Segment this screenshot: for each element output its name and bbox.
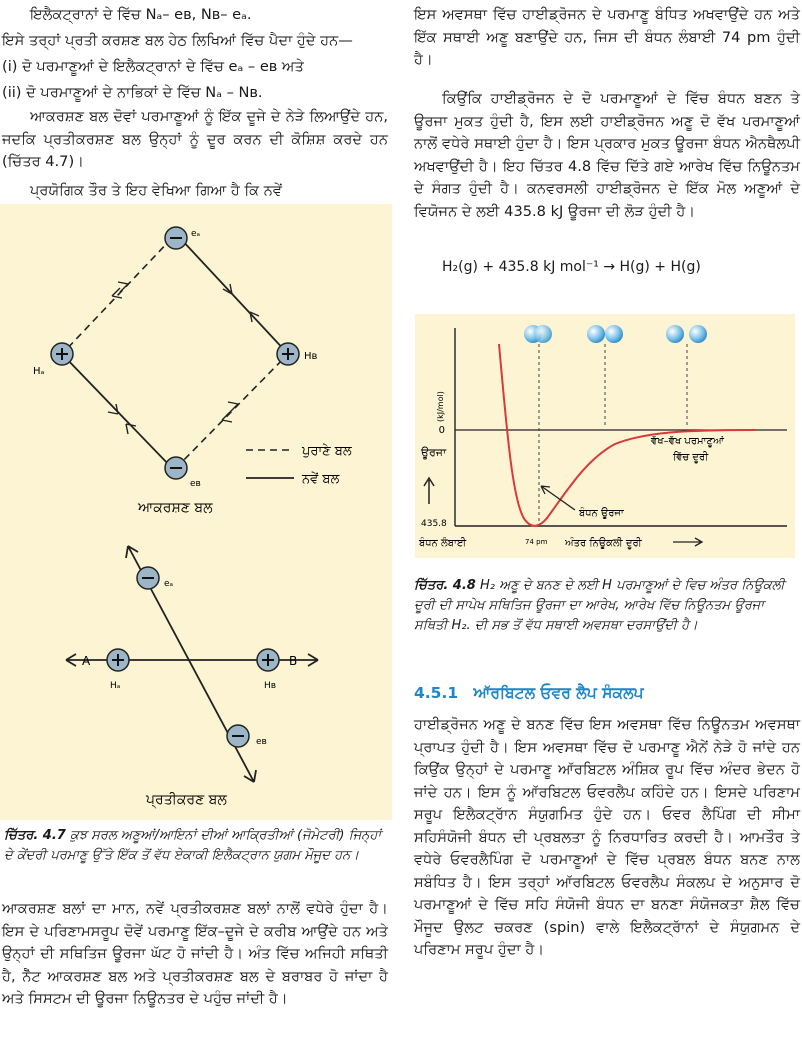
figure-4-8 [415,314,795,558]
label-HA-2: Hₐ [110,681,121,691]
min-energy-tick: 435.8 [421,519,447,529]
label-eB: eʙ [190,479,201,489]
potential-energy-graph [415,314,795,558]
paragraph-experiment: ਪ੍ਰਯੋਗਿਕ ਤੌਰ ਤੇ ਇਹ ਵੇਖਿਆ ਗਿਆ ਹੈ ਕਿ ਨਵੇਂ [30,182,283,199]
forces-diagram [0,204,392,820]
old-force-line [62,238,172,354]
legend-new-forces: ਨਵੇਂ ਬਲ [302,472,340,487]
new-force-line [180,238,288,354]
text-line-1: ਇਲੈਕਟ੍ਰਾਨਾਂ ਦੇ ਵਿੱਚ Nₐ– eʙ, Nʙ– eₐ. [30,6,252,23]
figure-4-8-caption [414,576,798,636]
label-HB: Hʙ [304,351,318,362]
text-line-3: (i) ਦੋ ਪਰਮਾਣੂਆਂ ਦੇ ਇਲੈਕਟ੍ਰਾਨਾਂ ਦੇ ਵਿੱਚ eₐ – eʙ ਅਤੇ [2,58,304,75]
old-force-line [176,354,288,468]
atoms-close [587,325,623,343]
section-number: 4.5.1 [414,684,459,702]
electron-a-repulsion [137,567,159,589]
caption-number-2: ਚਿੱਤਰ. 4.8 [414,578,476,593]
y-axis-label: ਊਰਜਾ [421,446,447,459]
text-line-2: ਇਸੇ ਤਰ੍ਹਾਂ ਪ੍ਰਤੀ ਕਰਸ਼ਣ ਬਲ ਹੇਠ ਲਿਖਿਆਂ ਵਿੱਚ ਪੈਦਾ ਹੁੰਦੇ ਹਨ— [2,32,353,49]
paragraph-bond-length: ਇਸ ਅਵਸਥਾ ਵਿੱਚ ਹਾਈਡ੍ਰੋਜਨ ਦੇ ਪਰਮਾਣੂ ਬੰਧਿਤ ਅਖਵਾਉਂਦੇ ਹਨ ਅਤੇ ਇੱਕ ਸਥਾਈ ਅਣੂ ਬਣਾਉਂਦੇ ਹਨ, ਜਿਸ ਦੀ ਬੰਧਨ ਲੰਬਾਈ 74 pm ਹੁੰਦੀ ਹੈ। [414,6,800,68]
electron-b-repulsion [227,725,249,747]
bond-energy-arrow [541,486,575,510]
paragraph-orbital-overlap: ਹਾਈਡ੍ਰੋਜਨ ਅਣੂ ਦੇ ਬਨਣ ਵਿੱਚ ਇਸ ਅਵਸਥਾ ਵਿੱਚ ਨਿਊਨਤਮ ਅਵਸਥਾ ਪ੍ਰਾਪਤ ਹੁੰਦੀ ਹੈ। ਇਸ ਅਵਸਥਾ ਵਿੱਚ ਦੋ ਪਰਮਾਣੂ ਐਨੇਂ ਨੇੜੇ ਹੋ ਜਾਂਦੇ ਹਨ ਕਿਉਂਕ ਉਨ੍ਹਾਂ ਦੇ ਪਰਮਾਣੂ ਆੱਰਬਿਟਲ ਅੰਸ਼ਿਕ ਰੂਪ ਵਿੱਚ ਅੰਦਰ ਭੇਦਨ ਹੋ ਜਾਂਦੇ ਹਨ। ਇਸ ਨੂੰ ਆੱਰਬਿਟਲ ਓਵਰਲੈਪ ਕਹਿੰਦੇ ਹਨ। ਇਸਦੇ ਪਰਿਣਾਮ ਸਰੂਪ ਇਲੈਕਟ੍ਰਾੱਨ ਸੰਯੁਗਮਿਤ ਹੁੰਦੇ ਹਨ। ਓਵਰ ਲੈਪਿੰਗ ਦੀ ਸੀਮਾ ਸਹਿਸੰਯੋਜੀ ਬੰਧਨ ਦੀ ਪ੍ਰਬਲਤਾ ਨੂੰ ਨਿਰਧਾਰਿਤ ਕਰਦੀ ਹੈ। ਆਮਤੌਰ ਤੇ ਵਧੇਰੇ ਓਵਰਲੈਪਿੰਗ ਦੋ ਪਰਮਾਣੂਆਂ ਦੇ ਵਿੱਚ ਪ੍ਰਬਲ ਬੰਧਨ ਬਨਣ ਨਾਲ ਸਬੰਧਿਤ ਹੈ। ਇਸ ਤਰ੍ਹਾਂ ਆੱਰਬਿਟਲ ਓਵਰਲੈਪ ਸੰਕਲਪ ਦੇ ਅਨੁਸਾਰ ਦੋ ਪਰਮਾਣੂਆਂ ਦੇ ਵਿੱਚ ਸਹਿ ਸੰਯੋਜੀ ਬੰਧਨ ਦਾ ਬਨਣਾ ਸੰਯੋਜਕਤਾ ਸ਼ੈਲ ਵਿੱਚ ਮੌਜੂਦ ਉਲਟ ਚਕਰਣ (spin) ਵਾਲੇ ਇਲੈਕਟ੍ਰਾੱਨਾਂ ਦੇ ਸੰਯੁਗਮਨ ਦੇ ਪਰਿਣਾਮ ਸਰੂਪ ਹੁੰਦਾ ਹੈ। [414,716,800,958]
label-HA: Hₐ [33,366,45,377]
arrow-mark [108,404,118,414]
label-A: A [82,654,91,668]
paragraph-net-force: ਆਕਰਸ਼ਣ ਬਲਾਂ ਦਾ ਮਾਨ, ਨਵੇਂ ਪ੍ਰਤੀਕਰਸ਼ਣ ਬਲਾਂ ਨਾਲੋਂ ਵਧੇਰੇ ਹੁੰਦਾ ਹੈ। ਇਸ ਦੇ ਪਰਿਣਾਮਸਰੂਪ ਦੋਵੇਂ ਪਰਮਾਣੂ ਇੱਕ–ਦੂਜੇ ਦੇ ਕਰੀਬ ਆਉਂਦੇ ਹਨ ਅਤੇ ਉਨ੍ਹਾਂ ਦੀ ਸਥਿਤਿਜ ਊਰਜਾ ਘੱਟ ਹੋ ਜਾਂਦੀ ਹੈ। ਅੰਤ ਵਿੱਚ ਅਜਿਹੀ ਸਥਿਤੀ ਹੈ, ਨੈੱਟ ਆਕਰਸ਼ਣ ਬਲ ਅਤੇ ਪ੍ਰਤੀਕਰਸ਼ਣ ਬਲ ਦੇ ਬਰਾਬਰ ਹੋ ਜਾਂਦਾ ਹੈ ਅਤੇ ਸਿਸਟਮ ਦੀ ਊਰਜਾ ਨਿਊਨਤਰ ਦੇ ਪਹੁੰਚ ਜਾਂਦੀ ਹੈ। [2,900,388,1007]
label-eA-2: eₐ [164,579,174,589]
caption-text: ਕੁਝ ਸਰਲ ਅਣੂਆਂ/ਆਇਨਾਂ ਦੀਆਂ ਆਕ੍ਰਿਤੀਆਂ (ਜੋਮੇਟਰੀ) ਜਿਨ੍ਹਾਂ ਦੇ ਕੇਂਦਰੀ ਪਰਮਾਣੂ ਉੱਤੇ ਇੱਕ ਤੋਂ ਵੱਧ ਏਕਾਕੀ ਇਲੈਕਟ੍ਰਾਨ ਯੁਗਮ ਮੌਜੂਦ ਹਨ। [4,828,382,863]
label-HB-2: Hʙ [264,681,276,691]
paragraph-forces: ਆਕਰਸ਼ਣ ਬਲ ਦੋਵਾਂ ਪਰਮਾਣੂਆਂ ਨੂੰ ਇੱਕ ਦੂਜੇ ਦੇ ਨੇੜੇ ਲਿਆਉਂਦੇ ਹਨ, ਜਦਕਿ ਪ੍ਰਤੀਕਰਸ਼ਣ ਬਲ ਉਨ੍ਹਾਂ ਨੂੰ ਦੂਰ ਕਰਨ ਦੀ ਕੋਸ਼ਿਸ਼ ਕਰਦੇ ਹਨ (ਚਿੱਤਰ 4.7)। [2,108,388,170]
equation: H₂(g) + 435.8 kJ mol⁻¹ → H(g) + H(g) [442,259,701,275]
label-eB-2: eʙ [256,737,267,747]
legend-old-forces: ਪੁਰਾਣੇ ਬਲ [302,444,352,459]
figure-4-7 [0,204,392,820]
caption-text-2: H₂ ਅਣੂ ਦੇ ਬਨਣ ਦੇ ਲਈ H ਪਰਮਾਣੂਆਂ ਦੇ ਵਿਚ ਅੰਤਰ ਨਿਊਕਲੀ ਦੂਰੀ ਦੀ ਸਾਪੇਖ ਸਥਿਤਿਜ ਊਰਜਾ ਦਾ ਆਰੇਖ, ਆਰੇਖ ਵਿੱਚ ਨਿਊਨਤਮ ਊਰਜਾ ਸਥਿਤੀ H₂. ਦੀ ਸਭ ਤੋਂ ਵੱਧ ਸਥਾਈ ਅਵਸਥਾ ਦਰਸਾਉਂਦੀ ਹੈ। [414,578,785,633]
label-B: B [289,654,298,668]
bond-energy-label: ਬੰਧਨ ਊਰਜਾ [579,508,624,519]
nucleus-b-repulsion [257,649,279,671]
nucleus-b-right [277,343,299,365]
potential-energy-curve [499,344,755,526]
section-title: ਆੱਰਬਿਟਲ ਓਵਰ ਲੈਪ ਸੰਕਲਪ [473,684,644,702]
nucleus-a-repulsion [107,649,129,671]
bond-length-label: ਬੰਧਨ ਲੰਬਾਈ [419,538,467,549]
x-axis-label: ਅੰਤਰ ਨਿਊਕਲੀ ਦੂਰੀ [565,538,642,549]
paragraph-bond-enthalpy: ਕਿਉਂਕਿ ਹਾਈਡ੍ਰੋਜਨ ਦੇ ਦੋ ਪਰਮਾਣੂਆਂ ਦੇ ਵਿੱਚ ਬੰਧਨ ਬਣਨ ਤੇ ਊਰਜਾ ਮੁਕਤ ਹੁੰਦੀ ਹੈ, ਇਸ ਲਈ ਹਾਈਡ੍ਰੋਜਨ ਅਣੂ ਦੋ ਵੱਖ ਪਰਮਾਣੂਆਂ ਨਾਲੋਂ ਵਧੇਰੇ ਸਥਾਈ ਹੁੰਦਾ ਹੈ। ਇਸ ਪ੍ਰਕਾਰ ਮੁਕਤ ਊਰਜਾ ਬੰਧਨ ਐਨਥੈਲਪੀ ਅਖਵਾਉਂਦੀ ਹੈ। ਇਹ ਚਿੱਤਰ 4.8 ਵਿੱਚ ਦਿੱਤੇ ਗਏ ਆਰੇਖ ਵਿੱਚ ਨਿਊਨਤਮ ਦੇ ਸੰਗਤ ਹੁੰਦੀ ਹੈ। ਕਨਵਰਸਲੀ ਹਾਈਡ੍ਰੋਜਨ ਦੇ ਇੱਕ ਮੋਲ ਅਣੂਆਂ ਦੇ ਵਿਯੋਜਨ ਦੇ ਲਈ 435.8 kJ ਊਰਜਾ ਦੀ ਲੋੜ ਹੁੰਦੀ ਹੈ। [414,90,800,220]
section-heading [414,684,798,703]
caption-number: ਚਿੱਤਰ. 4.7 [4,828,66,843]
zero-tick: 0 [438,425,445,436]
atoms-overlapped [524,325,552,343]
label-eA: eₐ [191,229,201,239]
repulsion-label: ਪ੍ਰਤੀਕਰਣ ਬਲ [146,792,227,808]
electron-a-top [165,227,187,249]
separation-label-2: ਵਿੱਚ ਦੂਰੀ [673,452,709,463]
attraction-label: ਆਕਰਸ਼ਣ ਬਲ [138,500,213,516]
electron-b-bottom [165,457,187,479]
atoms-apart [666,325,707,343]
text-line-4: (ii) ਦੋ ਪਰਮਾਣੂਆਂ ਦੇ ਨਾਭਿਕਾਂ ਦੇ ਵਿੱਚ Nₐ – Nʙ. [2,84,263,101]
separation-label-1: ਵੱਖ–ਵੱਖ ਪਰਮਾਣੂਆਂ [651,436,724,447]
x-arrow [673,538,702,546]
nucleus-a-left [51,343,73,365]
figure-4-7-caption [4,826,388,866]
y-arrow [424,478,434,504]
y-axis-unit: (kJ/mol) [436,391,445,422]
bond-length-value: 74 pm [525,538,548,546]
